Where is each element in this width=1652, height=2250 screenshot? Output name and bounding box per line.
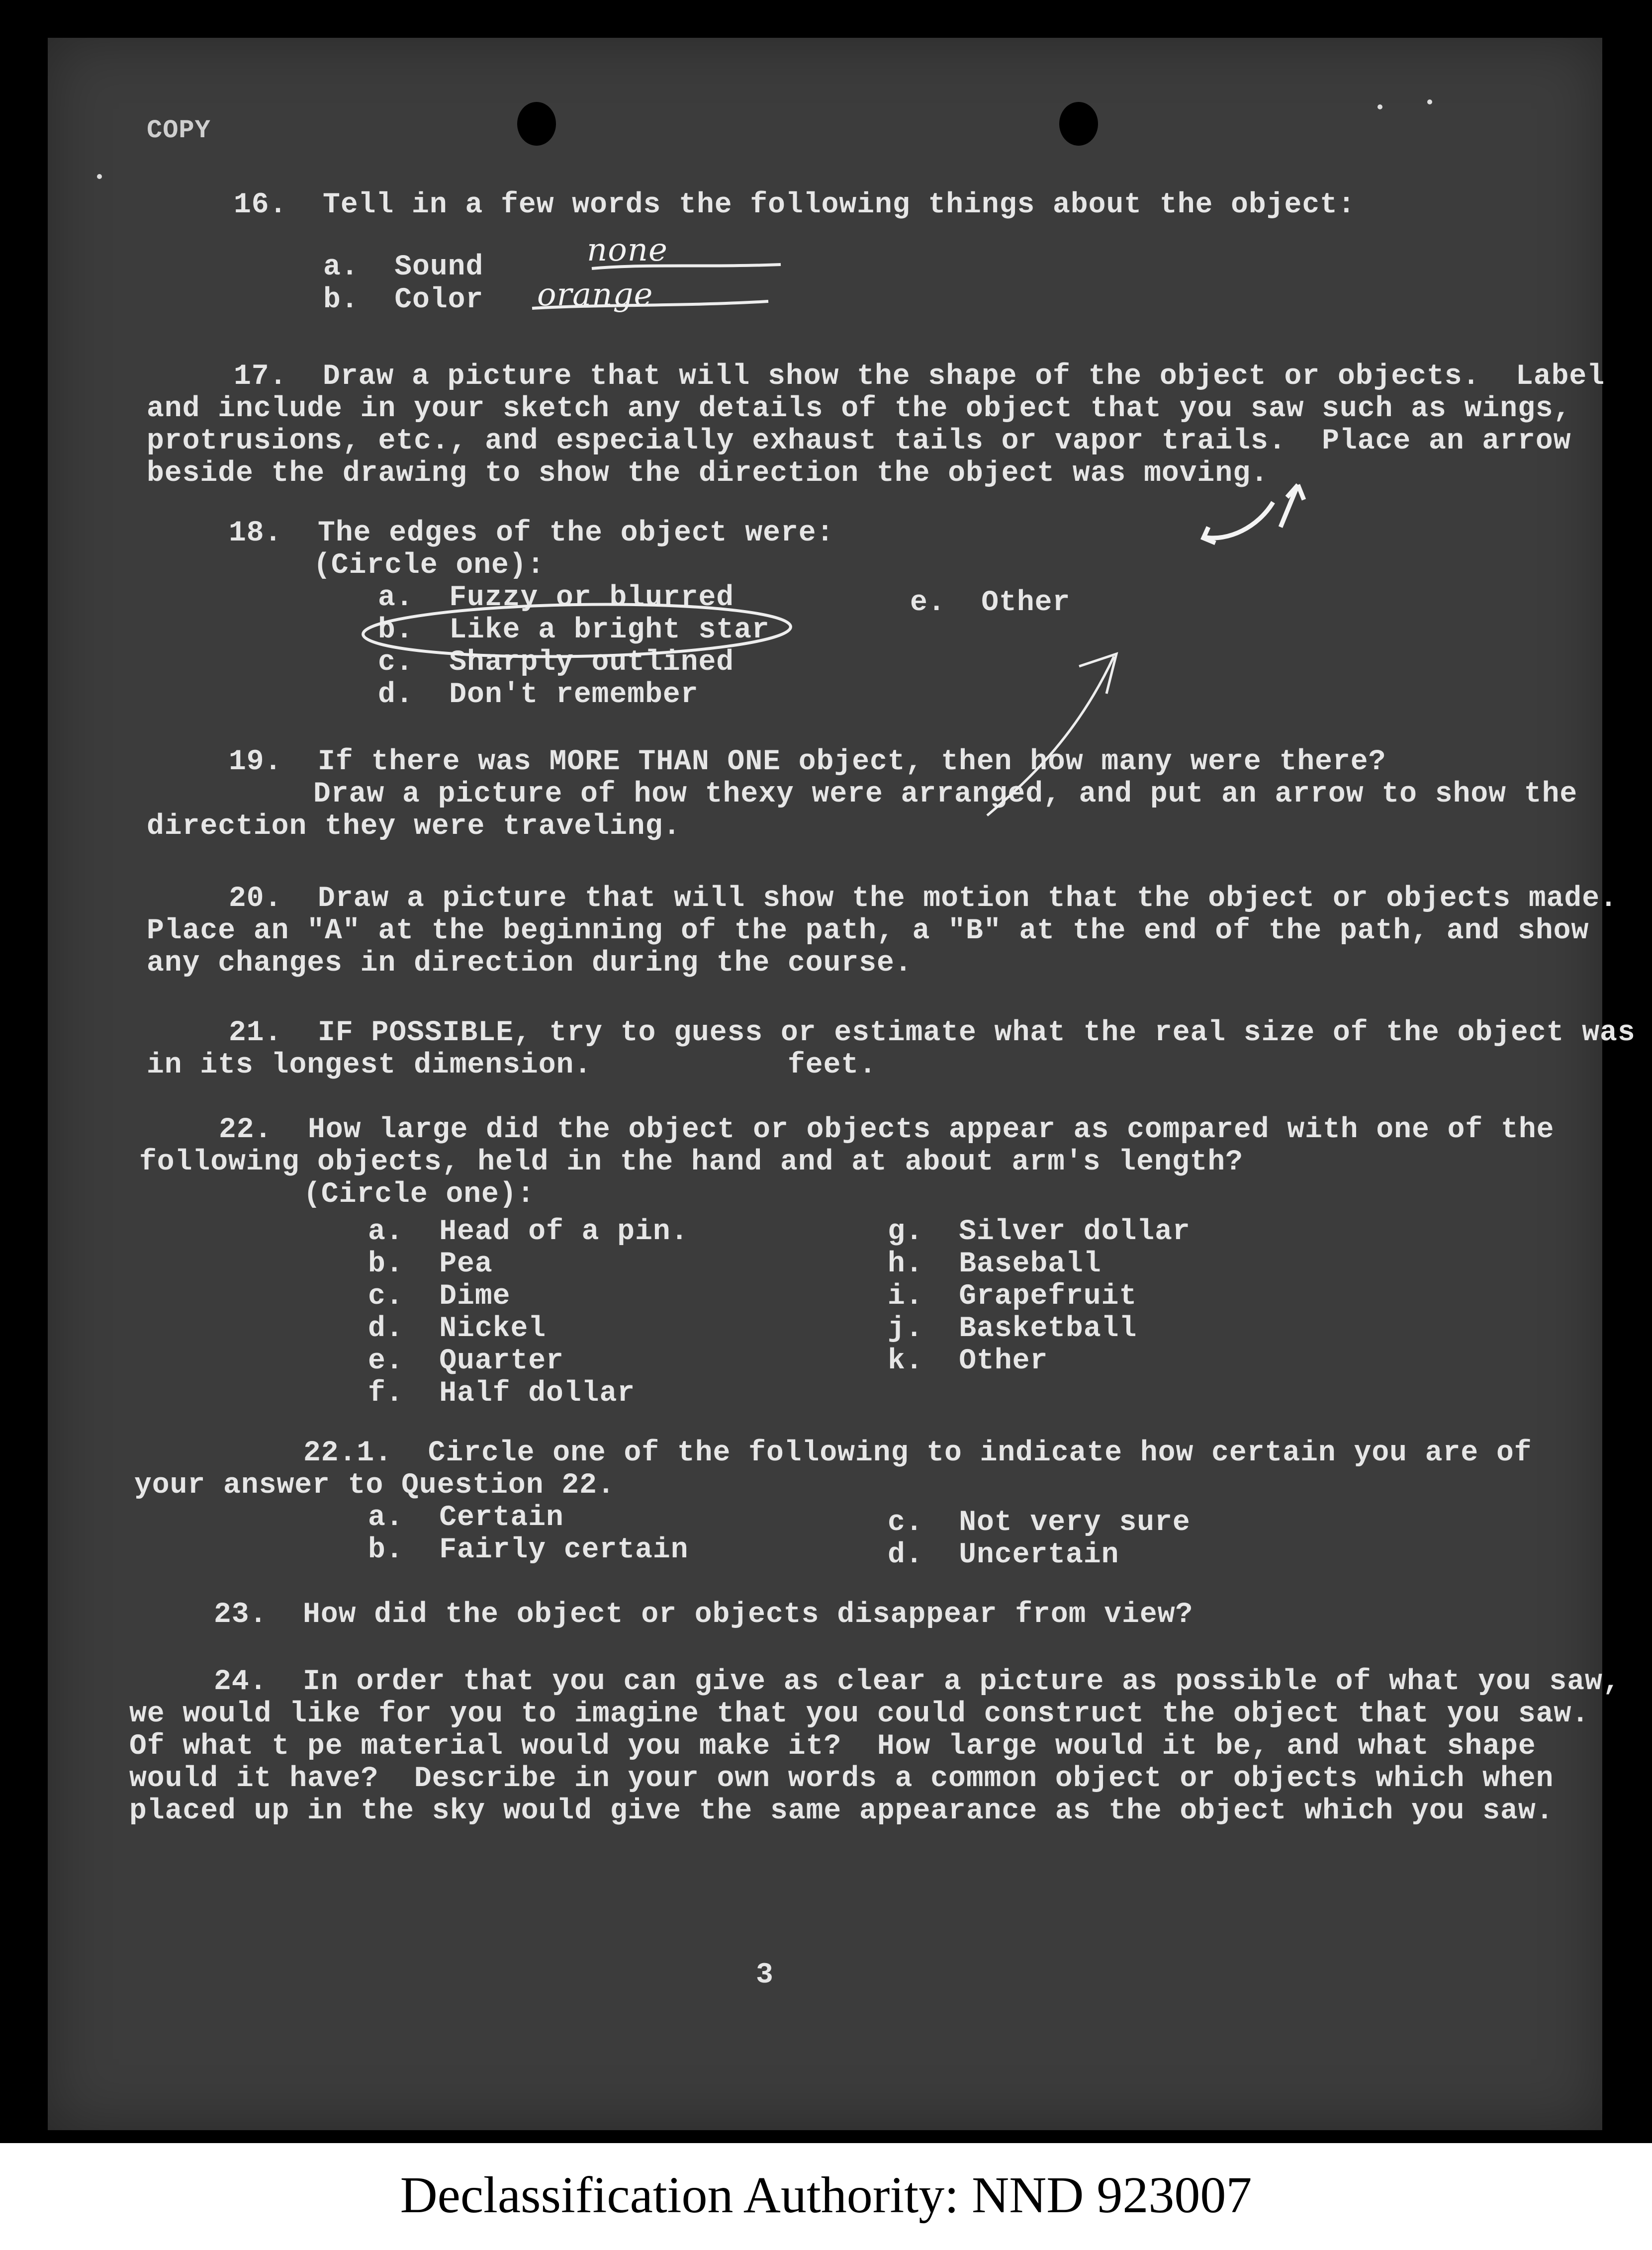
q22-option: d. Nickel xyxy=(368,1313,547,1345)
q22-option: a. Head of a pin. xyxy=(368,1216,689,1248)
q22-option: k. Other xyxy=(888,1345,1048,1377)
q22-instruction: (Circle one): xyxy=(303,1178,535,1211)
q24-line-4: would it have? Describe in your own words a common object or objects which when xyxy=(129,1763,1554,1795)
q16-option-a: a. Sound xyxy=(323,251,484,283)
q22-option: b. Pea xyxy=(368,1248,493,1280)
q17-line-1: 17. Draw a picture that will show the shape of the object or objects. Label xyxy=(234,360,1605,393)
q18-option-e: e. Other xyxy=(910,587,1071,619)
q17-line-3: protrusions, etc., and especially exhaust tails or vapor trails. Place an arrow xyxy=(147,425,1571,457)
q22-1-option-a: a. Certain xyxy=(368,1502,564,1534)
q17-line-2: and include in your sketch any details of the object that you saw such as wings, xyxy=(147,393,1571,425)
direction-arrow-icon xyxy=(1203,502,1273,538)
q18-option-c: c. Sharply outlined xyxy=(378,646,734,679)
answer-underline xyxy=(592,265,781,269)
page-number: 3 xyxy=(756,1959,774,1991)
declassification-footer: Declassification Authority: NND 923007 xyxy=(400,2166,1252,2224)
answer-underline xyxy=(532,301,768,308)
handwritten-answer-color: orange xyxy=(537,276,653,313)
handwritten-answer-sound: none xyxy=(587,232,668,269)
q22-1-line-1: 22.1. Circle one of the following to indicate how certain you are of xyxy=(303,1437,1532,1469)
q18-option-b: b. Like a bright star xyxy=(378,614,770,646)
circle-mark-icon xyxy=(363,601,791,660)
q24-line-2: we would like for you to imagine that you could construct the object that you saw. xyxy=(129,1698,1590,1730)
q22-option: g. Silver dollar xyxy=(888,1216,1191,1248)
q18-instruction: (Circle one): xyxy=(313,549,545,582)
q24-line-5: placed up in the sky would give the same appearance as the object which you saw. xyxy=(129,1795,1554,1827)
q19-line-3: direction they were traveling. xyxy=(147,810,681,843)
q20-line-3: any changes in direction during the course. xyxy=(147,947,913,980)
q24-line-1: 24. In order that you can give as clear a picture as possible of what you saw, xyxy=(214,1666,1621,1698)
direction-arrow-icon xyxy=(1281,485,1304,527)
q19-line-1: 19. If there was MORE THAN ONE object, then how many were there? xyxy=(229,746,1386,778)
q22-option: c. Dime xyxy=(368,1280,511,1313)
q22-line-1: 22. How large did the object or objects appear as compared with one of the xyxy=(219,1114,1555,1146)
q16-prompt: 16. Tell in a few words the following things about the object: xyxy=(234,189,1356,221)
q16-option-b: b. Color xyxy=(323,284,484,316)
q18-option-a: a. Fuzzy or blurred xyxy=(378,582,734,614)
q17-line-4: beside the drawing to show the direction the object was moving. xyxy=(147,457,1269,490)
q22-option: f. Half dollar xyxy=(368,1377,636,1410)
q24-line-3: Of what t pe material would you make it? How large would it be, and what shape xyxy=(129,1730,1536,1763)
q22-1-option-b: b. Fairly certain xyxy=(368,1534,689,1566)
q22-option: j. Basketball xyxy=(888,1313,1137,1345)
q22-1-option-d: d. Uncertain xyxy=(888,1539,1119,1571)
arrow-head-icon xyxy=(1203,527,1215,543)
q22-option: h. Baseball xyxy=(888,1248,1101,1280)
q18-option-d: d. Don't remember xyxy=(378,679,699,711)
q22-1-line-2: your answer to Question 22. xyxy=(134,1469,615,1502)
q22-1-option-c: c. Not very sure xyxy=(888,1507,1191,1539)
q21-line-1: 21. IF POSSIBLE, try to guess or estimate what the real size of the object was xyxy=(229,1017,1636,1049)
q23-prompt: 23. How did the object or objects disappear from view? xyxy=(214,1599,1193,1631)
q18-prompt: 18. The edges of the object were: xyxy=(229,517,834,549)
direction-arrow-icon xyxy=(987,656,1114,815)
q22-option: e. Quarter xyxy=(368,1345,564,1377)
q21-line-2: in its longest dimension. feet. xyxy=(147,1049,877,1081)
q22-line-2: following objects, held in the hand and at about arm's length? xyxy=(139,1146,1243,1178)
q22-option: i. Grapefruit xyxy=(888,1280,1137,1313)
q20-line-2: Place an "A" at the beginning of the path, a "B" at the end of the path, and show xyxy=(147,915,1589,947)
copy-stamp: COPY xyxy=(147,116,211,145)
q19-line-2: Draw a picture of how thexy were arranged, and put an arrow to show the xyxy=(313,778,1578,810)
q20-line-1: 20. Draw a picture that will show the motion that the object or objects made. xyxy=(229,883,1618,915)
